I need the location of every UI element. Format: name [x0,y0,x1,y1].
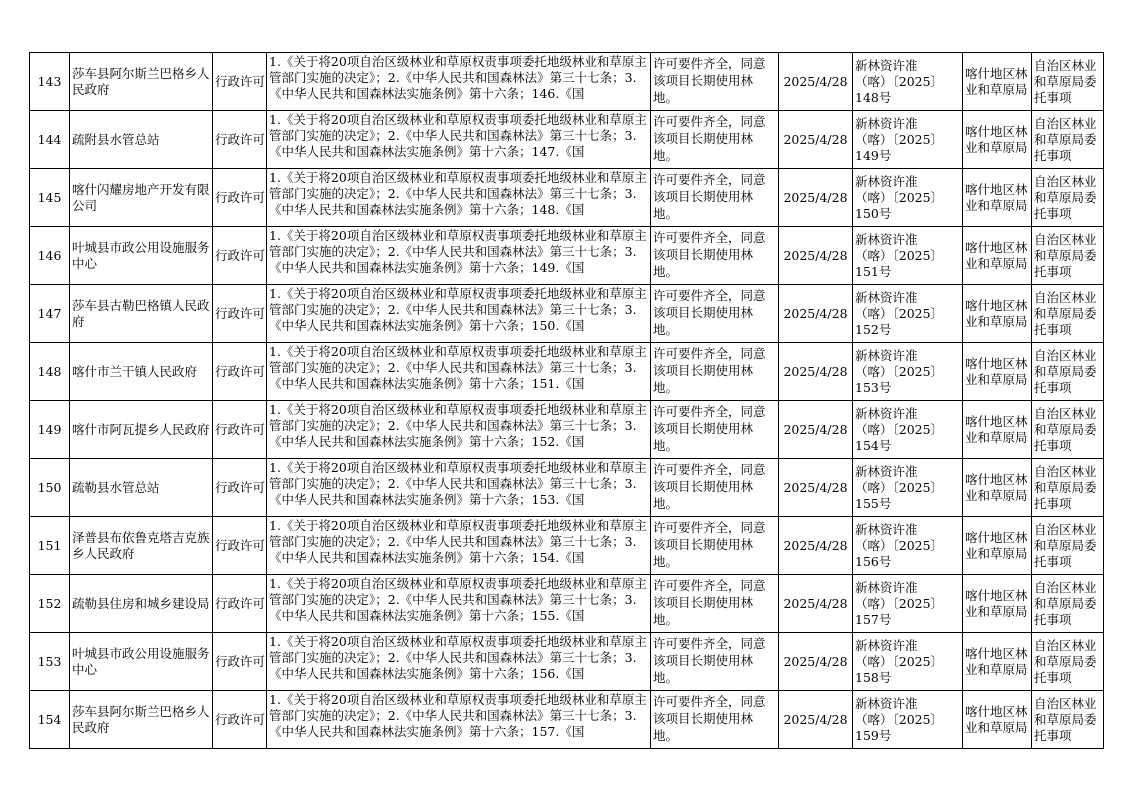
row-number: 153 [30,633,70,691]
document-number [853,285,963,343]
document-number-line-2: （喀）〔2025〕 [855,595,944,611]
decision-result-cell [651,691,779,749]
document-number [853,517,963,575]
legal-basis: 1.《关于将20项自治区级林业和草原权责事项委托地级林业和草原主管部门实施的决定》；2.《中华人民共和国森林法》第三十七条；3.《中华人民共和国森林法实施条例》第十六条；154.《国 [269,518,647,565]
permit-type: 行政许可 [213,53,267,111]
authority-source: 自治区林业和草原局委托事项 [1032,401,1104,459]
table-row [30,111,1104,169]
document-number-line-2: （喀）〔2025〕 [855,711,944,727]
legal-basis-cell [267,517,651,575]
authority-source: 自治区林业和草原局委托事项 [1032,169,1104,227]
document-number [853,227,963,285]
table-row [30,343,1104,401]
authority-source: 自治区林业和草原局委托事项 [1032,633,1104,691]
document-number-line-1: 新林资许准 [855,289,918,305]
decision-date: 2025/4/28 [779,285,853,343]
document-number [853,53,963,111]
table-row [30,517,1104,575]
document-number-line-2: （喀）〔2025〕 [855,421,944,437]
document-number-line-1: 新林资许准 [855,231,918,247]
document-number [853,459,963,517]
decision-result: 许可要件齐全，同意该项目长期使用林地。 [653,404,766,453]
decision-date: 2025/4/28 [779,401,853,459]
legal-basis-cell [267,285,651,343]
decision-date: 2025/4/28 [779,575,853,633]
decision-result: 许可要件齐全，同意该项目长期使用林地。 [653,346,766,395]
document-number [853,111,963,169]
decision-result-cell [651,459,779,517]
authority-source: 自治区林业和草原局委托事项 [1032,111,1104,169]
permit-table [29,52,1104,749]
authority-source: 自治区林业和草原局委托事项 [1032,691,1104,749]
issuing-authority: 喀什地区林业和草原局 [963,53,1032,111]
document-number-line-2: （喀）〔2025〕 [855,305,944,321]
permit-type: 行政许可 [213,401,267,459]
decision-result: 许可要件齐全，同意该项目长期使用林地。 [653,114,766,163]
authority-source: 自治区林业和草原局委托事项 [1032,227,1104,285]
permit-type: 行政许可 [213,691,267,749]
applicant-name: 喀什市兰干镇人民政府 [70,343,213,401]
document-number-line-3: 154号 [855,437,892,453]
document-number-line-2: （喀）〔2025〕 [855,73,944,89]
row-number: 144 [30,111,70,169]
legal-basis-cell [267,53,651,111]
document-number-line-3: 159号 [855,727,892,743]
document-number [853,169,963,227]
row-number: 152 [30,575,70,633]
row-number: 154 [30,691,70,749]
issuing-authority: 喀什地区林业和草原局 [963,691,1032,749]
permit-type: 行政许可 [213,169,267,227]
permit-type: 行政许可 [213,517,267,575]
document-number-line-3: 149号 [855,147,892,163]
decision-result-cell [651,575,779,633]
authority-source: 自治区林业和草原局委托事项 [1032,575,1104,633]
table-row [30,401,1104,459]
applicant-name: 疏勒县住房和城乡建设局 [70,575,213,633]
applicant-name: 叶城县市政公用设施服务中心 [70,633,213,691]
decision-date: 2025/4/28 [779,169,853,227]
document-number-line-3: 157号 [855,611,892,627]
legal-basis-cell [267,459,651,517]
decision-result: 许可要件齐全，同意该项目长期使用林地。 [653,694,766,743]
applicant-name: 莎车县古勒巴格镇人民政府 [70,285,213,343]
document-number-line-1: 新林资许准 [855,405,918,421]
legal-basis: 1.《关于将20项自治区级林业和草原权责事项委托地级林业和草原主管部门实施的决定》；2.《中华人民共和国森林法》第三十七条；3.《中华人民共和国森林法实施条例》第十六条；152.《国 [269,402,647,449]
document-number-line-2: （喀）〔2025〕 [855,189,944,205]
decision-result: 许可要件齐全，同意该项目长期使用林地。 [653,520,766,569]
issuing-authority: 喀什地区林业和草原局 [963,285,1032,343]
row-number: 143 [30,53,70,111]
permit-type: 行政许可 [213,343,267,401]
permit-type: 行政许可 [213,111,267,169]
legal-basis-cell [267,691,651,749]
decision-result-cell [651,343,779,401]
document-number-line-1: 新林资许准 [855,695,918,711]
document-number-line-3: 150号 [855,205,892,221]
table-row [30,169,1104,227]
decision-result: 许可要件齐全，同意该项目长期使用林地。 [653,288,766,337]
document-number-line-2: （喀）〔2025〕 [855,537,944,553]
permit-type: 行政许可 [213,227,267,285]
document-number [853,575,963,633]
legal-basis-cell [267,169,651,227]
document-number [853,691,963,749]
issuing-authority: 喀什地区林业和草原局 [963,459,1032,517]
issuing-authority: 喀什地区林业和草原局 [963,517,1032,575]
legal-basis-cell [267,401,651,459]
legal-basis-cell [267,633,651,691]
table-row [30,575,1104,633]
legal-basis: 1.《关于将20项自治区级林业和草原权责事项委托地级林业和草原主管部门实施的决定》；2.《中华人民共和国森林法》第三十七条；3.《中华人民共和国森林法实施条例》第十六条；148.《国 [269,170,647,217]
legal-basis: 1.《关于将20项自治区级林业和草原权责事项委托地级林业和草原主管部门实施的决定》；2.《中华人民共和国森林法》第三十七条；3.《中华人民共和国森林法实施条例》第十六条；153.《国 [269,460,647,507]
table-row [30,633,1104,691]
document-number [853,633,963,691]
document-number [853,343,963,401]
document-number-line-1: 新林资许准 [855,115,918,131]
decision-result-cell [651,227,779,285]
row-number: 151 [30,517,70,575]
decision-date: 2025/4/28 [779,227,853,285]
decision-date: 2025/4/28 [779,517,853,575]
authority-source: 自治区林业和草原局委托事项 [1032,343,1104,401]
table-row [30,285,1104,343]
legal-basis-cell [267,111,651,169]
decision-result-cell [651,633,779,691]
decision-result: 许可要件齐全，同意该项目长期使用林地。 [653,578,766,627]
document-number-line-1: 新林资许准 [855,57,918,73]
document-number-line-1: 新林资许准 [855,173,918,189]
authority-source: 自治区林业和草原局委托事项 [1032,517,1104,575]
legal-basis: 1.《关于将20项自治区级林业和草原权责事项委托地级林业和草原主管部门实施的决定》；2.《中华人民共和国森林法》第三十七条；3.《中华人民共和国森林法实施条例》第十六条；155.《国 [269,576,647,623]
decision-result: 许可要件齐全，同意该项目长期使用林地。 [653,636,766,685]
document-number-line-1: 新林资许准 [855,463,918,479]
document-number-line-3: 158号 [855,669,892,685]
authority-source: 自治区林业和草原局委托事项 [1032,53,1104,111]
decision-date: 2025/4/28 [779,633,853,691]
applicant-name: 喀什市阿瓦提乡人民政府 [70,401,213,459]
decision-result: 许可要件齐全，同意该项目长期使用林地。 [653,230,766,279]
document-number-line-2: （喀）〔2025〕 [855,363,944,379]
issuing-authority: 喀什地区林业和草原局 [963,169,1032,227]
document-number-line-1: 新林资许准 [855,347,918,363]
document-number-line-3: 151号 [855,263,892,279]
permit-type: 行政许可 [213,633,267,691]
permit-type: 行政许可 [213,575,267,633]
document-number-line-1: 新林资许准 [855,521,918,537]
document-number-line-3: 155号 [855,495,892,511]
document-number-line-2: （喀）〔2025〕 [855,479,944,495]
row-number: 149 [30,401,70,459]
decision-date: 2025/4/28 [779,53,853,111]
row-number: 147 [30,285,70,343]
issuing-authority: 喀什地区林业和草原局 [963,401,1032,459]
applicant-name: 疏勒县水管总站 [70,459,213,517]
legal-basis: 1.《关于将20项自治区级林业和草原权责事项委托地级林业和草原主管部门实施的决定》；2.《中华人民共和国森林法》第三十七条；3.《中华人民共和国森林法实施条例》第十六条；156.《国 [269,634,647,681]
row-number: 148 [30,343,70,401]
decision-date: 2025/4/28 [779,111,853,169]
permit-type: 行政许可 [213,459,267,517]
document-number-line-3: 152号 [855,321,892,337]
applicant-name: 莎车县阿尔斯兰巴格乡人民政府 [70,53,213,111]
issuing-authority: 喀什地区林业和草原局 [963,633,1032,691]
decision-result-cell [651,285,779,343]
legal-basis-cell [267,575,651,633]
document-number-line-2: （喀）〔2025〕 [855,131,944,147]
decision-result: 许可要件齐全，同意该项目长期使用林地。 [653,56,766,105]
decision-result-cell [651,517,779,575]
decision-date: 2025/4/28 [779,691,853,749]
row-number: 150 [30,459,70,517]
applicant-name: 泽普县布依鲁克塔吉克族乡人民政府 [70,517,213,575]
table-row [30,691,1104,749]
applicant-name: 喀什闪耀房地产开发有限公司 [70,169,213,227]
issuing-authority: 喀什地区林业和草原局 [963,575,1032,633]
decision-result-cell [651,169,779,227]
permit-type: 行政许可 [213,285,267,343]
table-body [30,53,1104,749]
row-number: 146 [30,227,70,285]
document-number-line-3: 148号 [855,89,892,105]
applicant-name: 疏附县水管总站 [70,111,213,169]
decision-result-cell [651,401,779,459]
legal-basis: 1.《关于将20项自治区级林业和草原权责事项委托地级林业和草原主管部门实施的决定》；2.《中华人民共和国森林法》第三十七条；3.《中华人民共和国森林法实施条例》第十六条；147.《国 [269,112,647,159]
document-number-line-1: 新林资许准 [855,637,918,653]
issuing-authority: 喀什地区林业和草原局 [963,227,1032,285]
table-row [30,227,1104,285]
document-number-line-2: （喀）〔2025〕 [855,247,944,263]
legal-basis-cell [267,227,651,285]
legal-basis: 1.《关于将20项自治区级林业和草原权责事项委托地级林业和草原主管部门实施的决定》；2.《中华人民共和国森林法》第三十七条；3.《中华人民共和国森林法实施条例》第十六条；157.《国 [269,692,647,739]
legal-basis: 1.《关于将20项自治区级林业和草原权责事项委托地级林业和草原主管部门实施的决定》；2.《中华人民共和国森林法》第三十七条；3.《中华人民共和国森林法实施条例》第十六条；146.《国 [269,54,647,101]
decision-result: 许可要件齐全，同意该项目长期使用林地。 [653,172,766,221]
decision-result-cell [651,111,779,169]
legal-basis: 1.《关于将20项自治区级林业和草原权责事项委托地级林业和草原主管部门实施的决定》；2.《中华人民共和国森林法》第三十七条；3.《中华人民共和国森林法实施条例》第十六条；151.《国 [269,344,647,391]
decision-date: 2025/4/28 [779,343,853,401]
authority-source: 自治区林业和草原局委托事项 [1032,285,1104,343]
legal-basis: 1.《关于将20项自治区级林业和草原权责事项委托地级林业和草原主管部门实施的决定》；2.《中华人民共和国森林法》第三十七条；3.《中华人民共和国森林法实施条例》第十六条；149.《国 [269,228,647,275]
row-number: 145 [30,169,70,227]
table-row [30,459,1104,517]
legal-basis: 1.《关于将20项自治区级林业和草原权责事项委托地级林业和草原主管部门实施的决定》；2.《中华人民共和国森林法》第三十七条；3.《中华人民共和国森林法实施条例》第十六条；150.《国 [269,286,647,333]
authority-source: 自治区林业和草原局委托事项 [1032,459,1104,517]
document-number [853,401,963,459]
document-number-line-2: （喀）〔2025〕 [855,653,944,669]
applicant-name: 莎车县阿尔斯兰巴格乡人民政府 [70,691,213,749]
decision-result-cell [651,53,779,111]
issuing-authority: 喀什地区林业和草原局 [963,343,1032,401]
table-row [30,53,1104,111]
issuing-authority: 喀什地区林业和草原局 [963,111,1032,169]
decision-date: 2025/4/28 [779,459,853,517]
legal-basis-cell [267,343,651,401]
document-number-line-1: 新林资许准 [855,579,918,595]
document-number-line-3: 156号 [855,553,892,569]
applicant-name: 叶城县市政公用设施服务中心 [70,227,213,285]
decision-result: 许可要件齐全，同意该项目长期使用林地。 [653,462,766,511]
document-number-line-3: 153号 [855,379,892,395]
